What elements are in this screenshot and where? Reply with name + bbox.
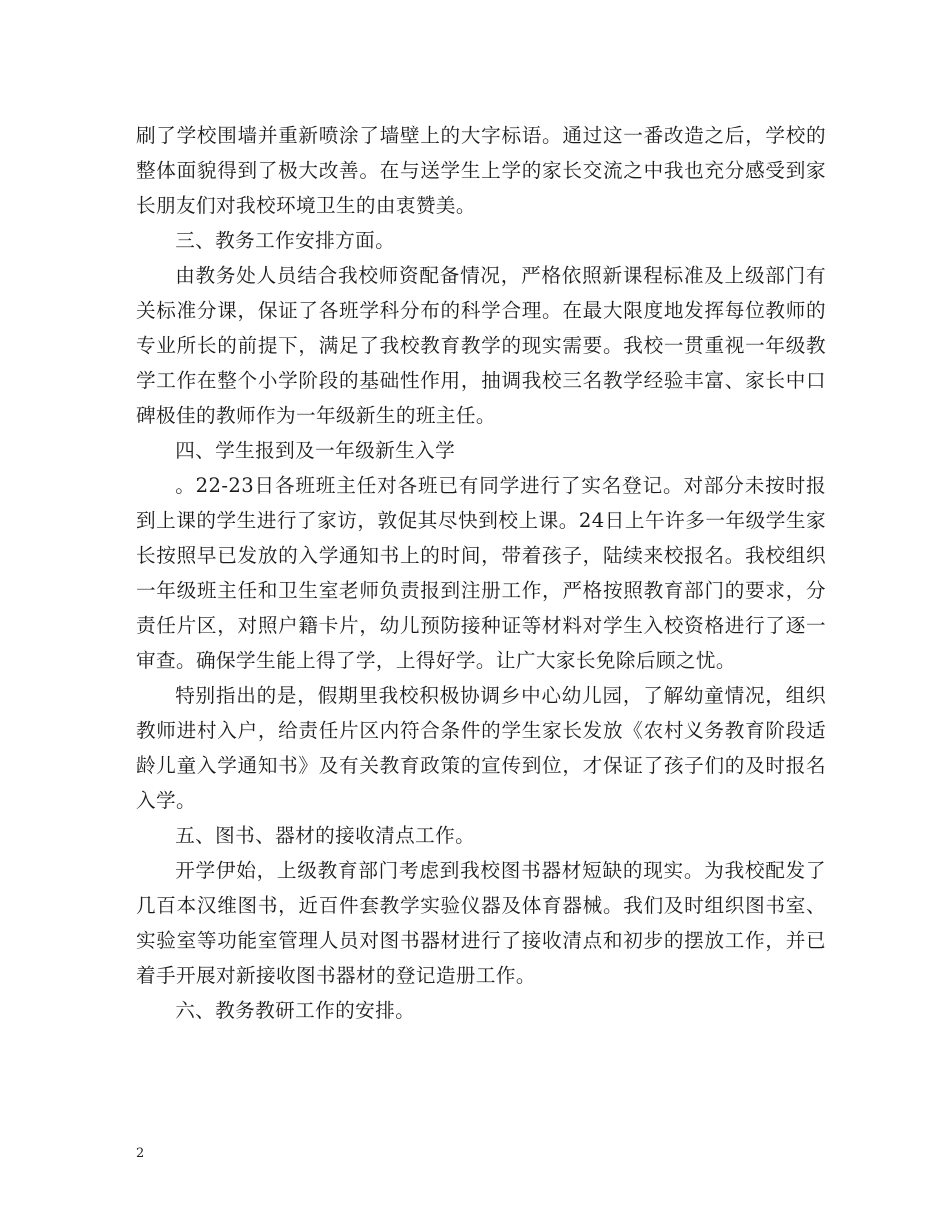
paragraph-registration: 。22-23日各班班主任对各班已有同学进行了实名登记。对部分未按时报到上课的学生进行了家访，敦促其尽快到校上课。24日上午许多一年级学生家长按照早已发放的入学通知书上的时间，带着孩子，陆续来校报名。我校组织一年级班主任和卫生室老师负责报到注册工作，严格按照教育部门的要求，分责任片区，对照户籍卡片，幼儿预防接种证等材料对学生入校资格进行了逐一审查。确保学生能上得了学，上得好学。让广大家长免除后顾之忧。 xyxy=(136,474,826,672)
paragraph-books-equipment: 开学伊始，上级教育部门考虑到我校图书器材短缺的现实。为我校配发了几百本汉维图书，近百件套教学实验仪器及体育器械。我们及时组织图书室、实验室等功能室管理人员对图书器材进行了接收清点和初步的摆放工作，并已着手开展对新接收图书器材的登记造册工作。 xyxy=(136,859,826,987)
paragraph-continuation: 刷了学校围墙并重新喷涂了墙壁上的大字标语。通过这一番改造之后，学校的整体面貌得到了极大改善。在与送学生上学的家长交流之中我也充分感受到家长朋友们对我校环境卫生的由衷赞美。 xyxy=(136,124,826,217)
section-heading-6: 六、教务教研工作的安排。 xyxy=(175,999,416,1022)
paragraph-special-note: 特别指出的是，假期里我校积极协调乡中心幼儿园，了解幼童情况，组织教师进村入户，给责任片区内符合条件的学生家长发放《农村义务教育阶段适龄儿童入学通知书》及有关教育政策的宣传到位，才保证了孩子们的及时报名入学。 xyxy=(136,684,826,812)
paragraph-teaching-arrangement: 由教务处人员结合我校师资配备情况，严格依照新课程标准及上级部门有关标准分课，保证了各班学科分布的科学合理。在最大限度地发挥每位教师的专业所长的前提下，满足了我校教育教学的现实需要。我校一贯重视一年级教学工作在整个小学阶段的基础性作用，抽调我校三名教学经验丰富、家长中口碑极佳的教师作为一年级新生的班主任。 xyxy=(136,264,826,427)
page-number: 2 xyxy=(136,1146,145,1161)
document-body xyxy=(136,118,826,1028)
section-heading-5: 五、图书、器材的接收清点工作。 xyxy=(175,824,476,847)
section-heading-4: 四、学生报到及一年级新生入学 xyxy=(175,439,456,462)
section-heading-3: 三、教务工作安排方面。 xyxy=(175,229,396,252)
